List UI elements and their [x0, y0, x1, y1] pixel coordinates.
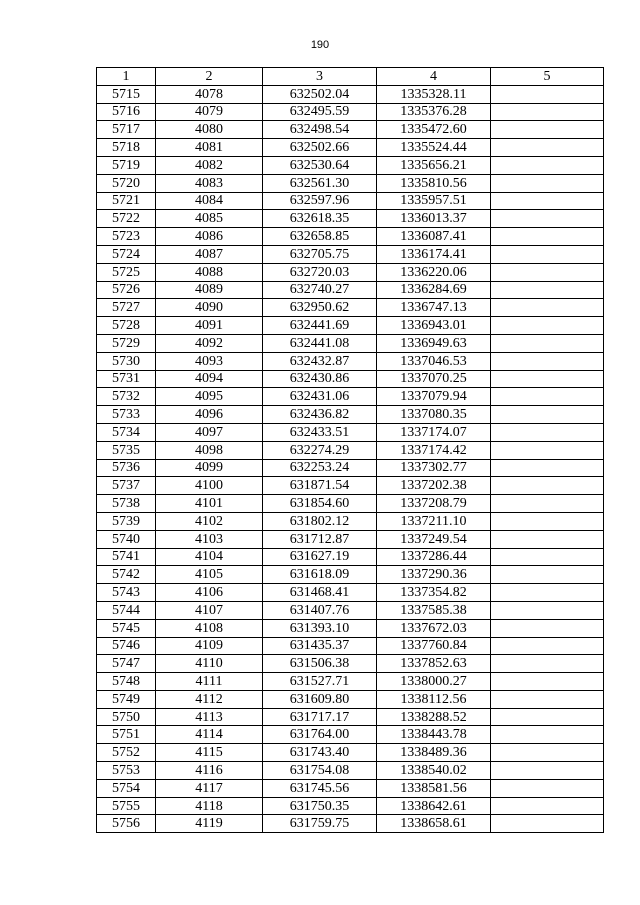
x-coordinate-cell: 631854.60 [263, 495, 377, 513]
point-number-cell: 5719 [97, 156, 156, 174]
x-coordinate-cell: 631393.10 [263, 619, 377, 637]
point-number-cell: 5741 [97, 548, 156, 566]
point-number-cell: 5733 [97, 406, 156, 424]
y-coordinate-cell: 1337174.42 [377, 441, 491, 459]
y-coordinate-cell: 1337585.38 [377, 601, 491, 619]
note-cell [491, 495, 604, 513]
table-row [97, 103, 604, 121]
note-cell [491, 459, 604, 477]
index-cell: 4110 [156, 655, 263, 673]
point-number-cell: 5747 [97, 655, 156, 673]
point-number-cell: 5721 [97, 192, 156, 210]
note-cell [491, 263, 604, 281]
note-cell [491, 797, 604, 815]
note-cell [491, 192, 604, 210]
index-cell: 4106 [156, 584, 263, 602]
note-cell [491, 281, 604, 299]
index-cell: 4113 [156, 708, 263, 726]
index-cell: 4105 [156, 566, 263, 584]
note-cell [491, 637, 604, 655]
index-cell: 4086 [156, 228, 263, 246]
point-number-cell: 5744 [97, 601, 156, 619]
point-number-cell: 5722 [97, 210, 156, 228]
table-row [97, 263, 604, 281]
table-row [97, 459, 604, 477]
header-row [97, 68, 604, 86]
index-cell: 4103 [156, 530, 263, 548]
point-number-cell: 5753 [97, 762, 156, 780]
x-coordinate-cell: 632502.66 [263, 139, 377, 157]
index-cell: 4116 [156, 762, 263, 780]
note-cell [491, 441, 604, 459]
point-number-cell: 5749 [97, 690, 156, 708]
note-cell [491, 584, 604, 602]
x-coordinate-cell: 632705.75 [263, 245, 377, 263]
point-number-cell: 5729 [97, 334, 156, 352]
x-coordinate-cell: 631759.75 [263, 815, 377, 833]
y-coordinate-cell: 1335810.56 [377, 174, 491, 192]
note-cell [491, 139, 604, 157]
y-coordinate-cell: 1336747.13 [377, 299, 491, 317]
header-col-1: 1 [97, 68, 156, 86]
index-cell: 4083 [156, 174, 263, 192]
y-coordinate-cell: 1338000.27 [377, 673, 491, 691]
point-number-cell: 5735 [97, 441, 156, 459]
index-cell: 4090 [156, 299, 263, 317]
y-coordinate-cell: 1337174.07 [377, 423, 491, 441]
y-coordinate-cell: 1335656.21 [377, 156, 491, 174]
index-cell: 4117 [156, 779, 263, 797]
point-number-cell: 5725 [97, 263, 156, 281]
x-coordinate-cell: 631618.09 [263, 566, 377, 584]
x-coordinate-cell: 632441.08 [263, 334, 377, 352]
point-number-cell: 5742 [97, 566, 156, 584]
x-coordinate-cell: 631468.41 [263, 584, 377, 602]
index-cell: 4088 [156, 263, 263, 281]
x-coordinate-cell: 631745.56 [263, 779, 377, 797]
table-row [97, 441, 604, 459]
note-cell [491, 548, 604, 566]
y-coordinate-cell: 1336943.01 [377, 317, 491, 335]
index-cell: 4109 [156, 637, 263, 655]
y-coordinate-cell: 1337046.53 [377, 352, 491, 370]
y-coordinate-cell: 1336949.63 [377, 334, 491, 352]
table-row [97, 228, 604, 246]
x-coordinate-cell: 632658.85 [263, 228, 377, 246]
x-coordinate-cell: 631717.17 [263, 708, 377, 726]
y-coordinate-cell: 1338658.61 [377, 815, 491, 833]
x-coordinate-cell: 631435.37 [263, 637, 377, 655]
x-coordinate-cell: 631527.71 [263, 673, 377, 691]
table-row [97, 690, 604, 708]
y-coordinate-cell: 1337202.38 [377, 477, 491, 495]
coordinates-table [96, 67, 604, 833]
index-cell: 4097 [156, 423, 263, 441]
x-coordinate-cell: 632498.54 [263, 121, 377, 139]
table-row [97, 192, 604, 210]
y-coordinate-cell: 1337070.25 [377, 370, 491, 388]
index-cell: 4100 [156, 477, 263, 495]
note-cell [491, 245, 604, 263]
index-cell: 4108 [156, 619, 263, 637]
point-number-cell: 5717 [97, 121, 156, 139]
note-cell [491, 334, 604, 352]
y-coordinate-cell: 1336013.37 [377, 210, 491, 228]
x-coordinate-cell: 631712.87 [263, 530, 377, 548]
header-col-3: 3 [263, 68, 377, 86]
table-row [97, 619, 604, 637]
x-coordinate-cell: 632430.86 [263, 370, 377, 388]
x-coordinate-cell: 632432.87 [263, 352, 377, 370]
table-row [97, 548, 604, 566]
x-coordinate-cell: 632618.35 [263, 210, 377, 228]
x-coordinate-cell: 631407.76 [263, 601, 377, 619]
point-number-cell: 5716 [97, 103, 156, 121]
point-number-cell: 5727 [97, 299, 156, 317]
table-row [97, 566, 604, 584]
table-row [97, 512, 604, 530]
table-row [97, 299, 604, 317]
y-coordinate-cell: 1337211.10 [377, 512, 491, 530]
index-cell: 4085 [156, 210, 263, 228]
index-cell: 4087 [156, 245, 263, 263]
table-row [97, 352, 604, 370]
note-cell [491, 726, 604, 744]
table-row [97, 797, 604, 815]
y-coordinate-cell: 1335472.60 [377, 121, 491, 139]
table-row [97, 156, 604, 174]
point-number-cell: 5715 [97, 85, 156, 103]
note-cell [491, 299, 604, 317]
point-number-cell: 5731 [97, 370, 156, 388]
y-coordinate-cell: 1338288.52 [377, 708, 491, 726]
note-cell [491, 156, 604, 174]
table-row [97, 762, 604, 780]
x-coordinate-cell: 631871.54 [263, 477, 377, 495]
point-number-cell: 5739 [97, 512, 156, 530]
table-row [97, 317, 604, 335]
index-cell: 4101 [156, 495, 263, 513]
point-number-cell: 5730 [97, 352, 156, 370]
table-row [97, 423, 604, 441]
point-number-cell: 5748 [97, 673, 156, 691]
index-cell: 4119 [156, 815, 263, 833]
x-coordinate-cell: 632253.24 [263, 459, 377, 477]
note-cell [491, 708, 604, 726]
y-coordinate-cell: 1335524.44 [377, 139, 491, 157]
table-row [97, 121, 604, 139]
table-header [97, 68, 604, 86]
note-cell [491, 370, 604, 388]
point-number-cell: 5745 [97, 619, 156, 637]
x-coordinate-cell: 632720.03 [263, 263, 377, 281]
note-cell [491, 673, 604, 691]
x-coordinate-cell: 631764.00 [263, 726, 377, 744]
index-cell: 4115 [156, 744, 263, 762]
note-cell [491, 317, 604, 335]
note-cell [491, 477, 604, 495]
point-number-cell: 5737 [97, 477, 156, 495]
x-coordinate-cell: 632436.82 [263, 406, 377, 424]
y-coordinate-cell: 1337760.84 [377, 637, 491, 655]
x-coordinate-cell: 631506.38 [263, 655, 377, 673]
note-cell [491, 121, 604, 139]
x-coordinate-cell: 632530.64 [263, 156, 377, 174]
table-row [97, 210, 604, 228]
table-row [97, 245, 604, 263]
point-number-cell: 5726 [97, 281, 156, 299]
table-row [97, 495, 604, 513]
note-cell [491, 744, 604, 762]
index-cell: 4091 [156, 317, 263, 335]
y-coordinate-cell: 1338642.61 [377, 797, 491, 815]
x-coordinate-cell: 631609.80 [263, 690, 377, 708]
table-row [97, 281, 604, 299]
note-cell [491, 512, 604, 530]
y-coordinate-cell: 1336284.69 [377, 281, 491, 299]
table-row [97, 584, 604, 602]
table-row [97, 85, 604, 103]
table-row [97, 655, 604, 673]
point-number-cell: 5755 [97, 797, 156, 815]
y-coordinate-cell: 1337672.03 [377, 619, 491, 637]
note-cell [491, 85, 604, 103]
x-coordinate-cell: 631802.12 [263, 512, 377, 530]
y-coordinate-cell: 1338540.02 [377, 762, 491, 780]
y-coordinate-cell: 1337286.44 [377, 548, 491, 566]
note-cell [491, 352, 604, 370]
index-cell: 4118 [156, 797, 263, 815]
point-number-cell: 5750 [97, 708, 156, 726]
table-row [97, 530, 604, 548]
y-coordinate-cell: 1337290.36 [377, 566, 491, 584]
table-row [97, 708, 604, 726]
index-cell: 4112 [156, 690, 263, 708]
x-coordinate-cell: 632274.29 [263, 441, 377, 459]
note-cell [491, 423, 604, 441]
note-cell [491, 210, 604, 228]
x-coordinate-cell: 632502.04 [263, 85, 377, 103]
point-number-cell: 5746 [97, 637, 156, 655]
x-coordinate-cell: 632740.27 [263, 281, 377, 299]
x-coordinate-cell: 632433.51 [263, 423, 377, 441]
note-cell [491, 388, 604, 406]
index-cell: 4079 [156, 103, 263, 121]
table-row [97, 174, 604, 192]
point-number-cell: 5723 [97, 228, 156, 246]
note-cell [491, 406, 604, 424]
x-coordinate-cell: 632431.06 [263, 388, 377, 406]
table-row [97, 477, 604, 495]
y-coordinate-cell: 1337354.82 [377, 584, 491, 602]
y-coordinate-cell: 1337080.35 [377, 406, 491, 424]
note-cell [491, 228, 604, 246]
y-coordinate-cell: 1335328.11 [377, 85, 491, 103]
index-cell: 4081 [156, 139, 263, 157]
y-coordinate-cell: 1337079.94 [377, 388, 491, 406]
y-coordinate-cell: 1337302.77 [377, 459, 491, 477]
table-row [97, 815, 604, 833]
x-coordinate-cell: 631754.08 [263, 762, 377, 780]
note-cell [491, 601, 604, 619]
x-coordinate-cell: 632597.96 [263, 192, 377, 210]
table-row [97, 726, 604, 744]
point-number-cell: 5754 [97, 779, 156, 797]
x-coordinate-cell: 632495.59 [263, 103, 377, 121]
note-cell [491, 762, 604, 780]
index-cell: 4107 [156, 601, 263, 619]
point-number-cell: 5724 [97, 245, 156, 263]
y-coordinate-cell: 1336174.41 [377, 245, 491, 263]
point-number-cell: 5752 [97, 744, 156, 762]
y-coordinate-cell: 1338489.36 [377, 744, 491, 762]
y-coordinate-cell: 1338443.78 [377, 726, 491, 744]
point-number-cell: 5736 [97, 459, 156, 477]
x-coordinate-cell: 631627.19 [263, 548, 377, 566]
point-number-cell: 5732 [97, 388, 156, 406]
note-cell [491, 103, 604, 121]
note-cell [491, 690, 604, 708]
y-coordinate-cell: 1337208.79 [377, 495, 491, 513]
point-number-cell: 5734 [97, 423, 156, 441]
x-coordinate-cell: 631743.40 [263, 744, 377, 762]
note-cell [491, 174, 604, 192]
y-coordinate-cell: 1338581.56 [377, 779, 491, 797]
note-cell [491, 655, 604, 673]
index-cell: 4082 [156, 156, 263, 174]
index-cell: 4089 [156, 281, 263, 299]
table-row [97, 744, 604, 762]
table-row [97, 334, 604, 352]
x-coordinate-cell: 632441.69 [263, 317, 377, 335]
header-col-5: 5 [491, 68, 604, 86]
index-cell: 4096 [156, 406, 263, 424]
point-number-cell: 5743 [97, 584, 156, 602]
table-row [97, 139, 604, 157]
y-coordinate-cell: 1338112.56 [377, 690, 491, 708]
table-row [97, 388, 604, 406]
index-cell: 4080 [156, 121, 263, 139]
header-col-4: 4 [377, 68, 491, 86]
index-cell: 4114 [156, 726, 263, 744]
point-number-cell: 5720 [97, 174, 156, 192]
table-row [97, 370, 604, 388]
index-cell: 4093 [156, 352, 263, 370]
point-number-cell: 5740 [97, 530, 156, 548]
note-cell [491, 815, 604, 833]
index-cell: 4078 [156, 85, 263, 103]
x-coordinate-cell: 632561.30 [263, 174, 377, 192]
header-col-2: 2 [156, 68, 263, 86]
x-coordinate-cell: 631750.35 [263, 797, 377, 815]
index-cell: 4104 [156, 548, 263, 566]
index-cell: 4094 [156, 370, 263, 388]
table-row [97, 601, 604, 619]
note-cell [491, 530, 604, 548]
x-coordinate-cell: 632950.62 [263, 299, 377, 317]
table-row [97, 637, 604, 655]
y-coordinate-cell: 1336220.06 [377, 263, 491, 281]
index-cell: 4099 [156, 459, 263, 477]
table-row [97, 673, 604, 691]
index-cell: 4084 [156, 192, 263, 210]
index-cell: 4098 [156, 441, 263, 459]
y-coordinate-cell: 1335957.51 [377, 192, 491, 210]
index-cell: 4111 [156, 673, 263, 691]
point-number-cell: 5718 [97, 139, 156, 157]
y-coordinate-cell: 1336087.41 [377, 228, 491, 246]
note-cell [491, 619, 604, 637]
y-coordinate-cell: 1337852.63 [377, 655, 491, 673]
table-body [97, 85, 604, 832]
index-cell: 4095 [156, 388, 263, 406]
y-coordinate-cell: 1335376.28 [377, 103, 491, 121]
index-cell: 4102 [156, 512, 263, 530]
index-cell: 4092 [156, 334, 263, 352]
table-row [97, 406, 604, 424]
point-number-cell: 5751 [97, 726, 156, 744]
page-number: 190 [310, 39, 330, 51]
note-cell [491, 779, 604, 797]
y-coordinate-cell: 1337249.54 [377, 530, 491, 548]
point-number-cell: 5756 [97, 815, 156, 833]
point-number-cell: 5738 [97, 495, 156, 513]
point-number-cell: 5728 [97, 317, 156, 335]
table-row [97, 779, 604, 797]
note-cell [491, 566, 604, 584]
